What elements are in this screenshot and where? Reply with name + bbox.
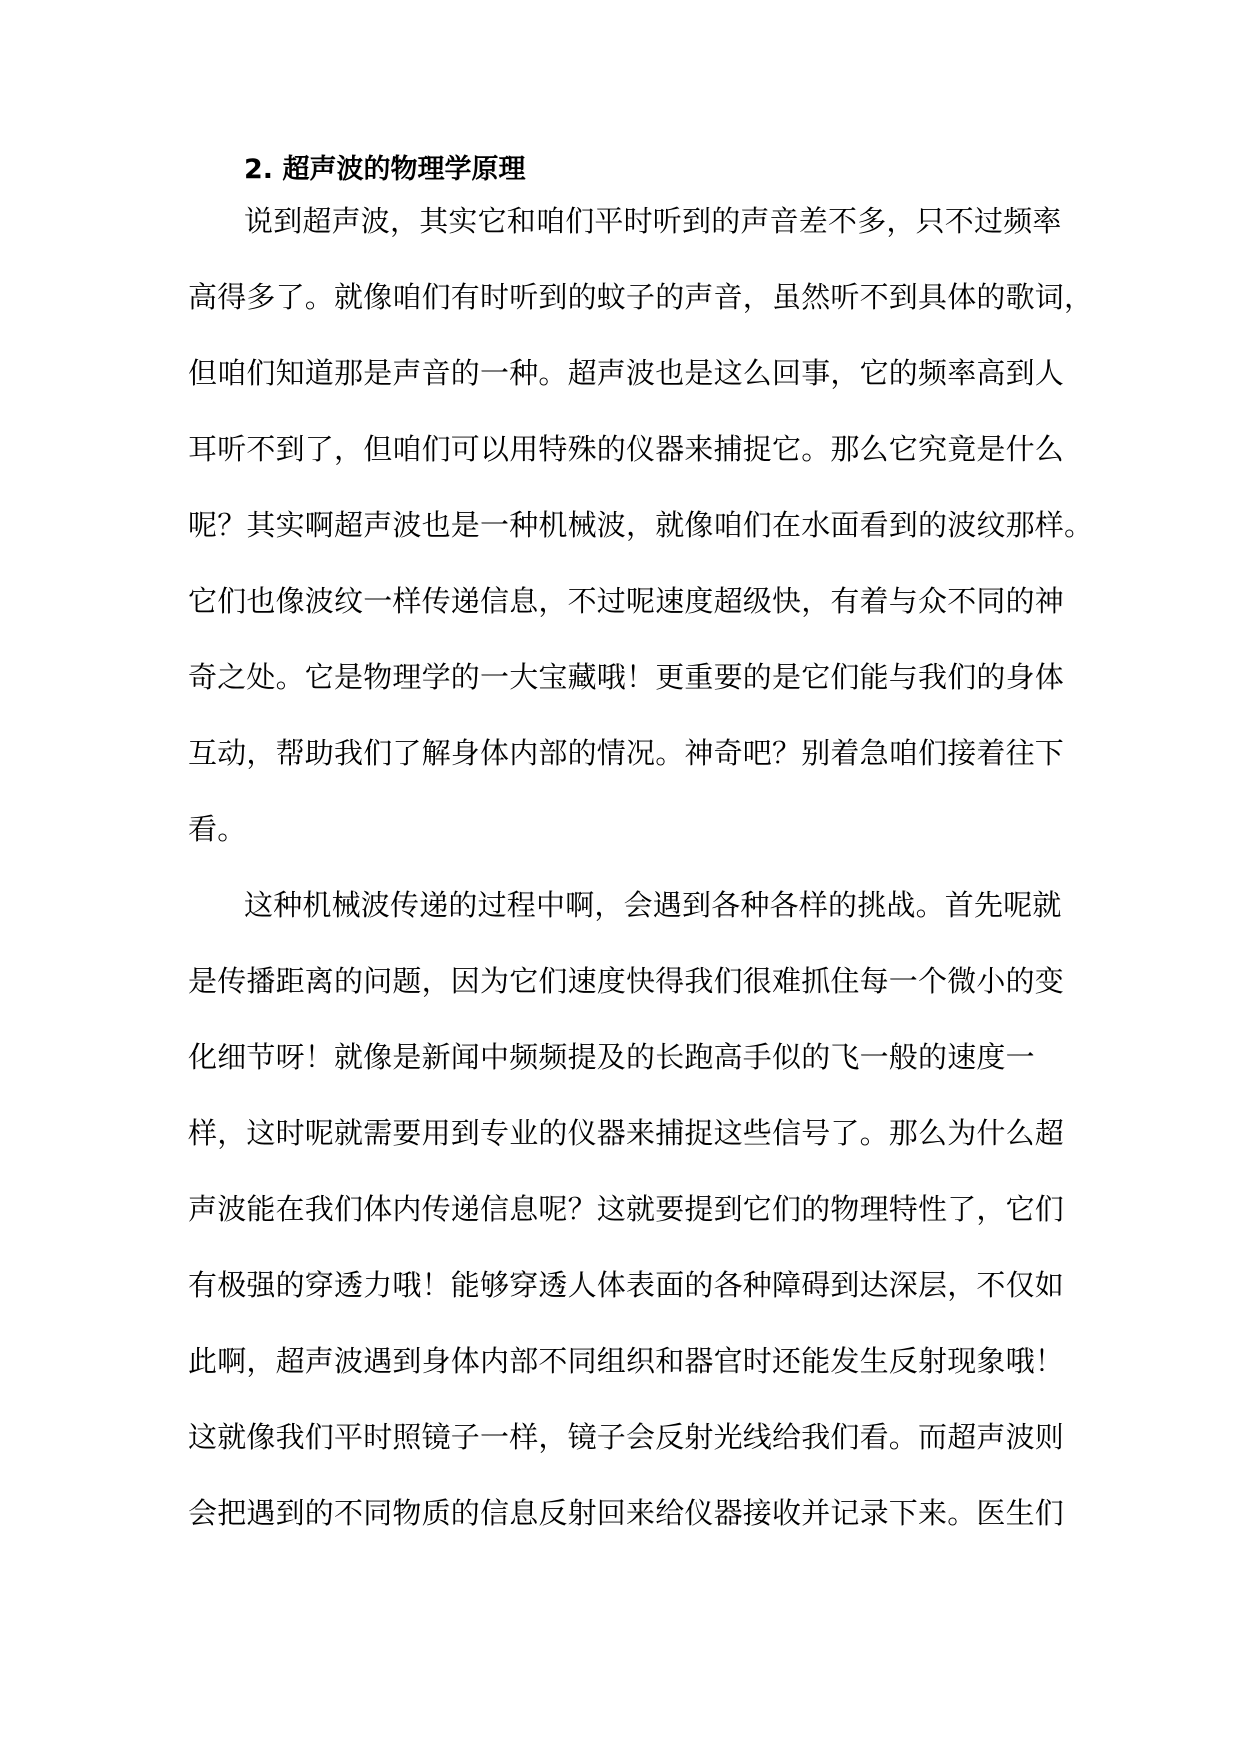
- paragraph-line: 声波能在我们体内传递信息呢？这就要提到它们的物理特性了，它们: [188, 1192, 1065, 1226]
- paragraph-line: 耳听不到了，但咱们可以用特殊的仪器来捕捉它。那么它究竟是什么: [188, 432, 1065, 466]
- paragraph-line: 它们也像波纹一样传递信息，不过呢速度超级快，有着与众不同的神: [188, 584, 1065, 618]
- section-heading: 2. 超声波的物理学原理: [244, 154, 526, 185]
- paragraph-line: 说到超声波，其实它和咱们平时听到的声音差不多，只不过频率: [244, 204, 1062, 238]
- paragraph-line: 奇之处。它是物理学的一大宝藏哦！更重要的是它们能与我们的身体: [188, 660, 1065, 694]
- paragraph-line: 化细节呀！就像是新闻中频频提及的长跑高手似的飞一般的速度一: [188, 1040, 1035, 1074]
- paragraph-line: 是传播距离的问题，因为它们速度快得我们很难抓住每一个微小的变: [188, 964, 1065, 998]
- paragraph-line: 互动，帮助我们了解身体内部的情况。神奇吧？别着急咱们接着往下: [188, 736, 1065, 770]
- paragraph-line: 有极强的穿透力哦！能够穿透人体表面的各种障碍到达深层，不仅如: [188, 1268, 1065, 1302]
- paragraph-line: 样，这时呢就需要用到专业的仪器来捕捉这些信号了。那么为什么超: [188, 1116, 1065, 1150]
- paragraph-line: 看。: [188, 812, 247, 846]
- paragraph-line: 此啊，超声波遇到身体内部不同组织和器官时还能发生反射现象哦！: [188, 1344, 1065, 1378]
- paragraph-line: 这就像我们平时照镜子一样，镜子会反射光线给我们看。而超声波则: [188, 1420, 1065, 1454]
- paragraph-line: 但咱们知道那是声音的一种。超声波也是这么回事，它的频率高到人: [188, 356, 1065, 390]
- paragraph-line: 这种机械波传递的过程中啊，会遇到各种各样的挑战。首先呢就: [244, 888, 1062, 922]
- paragraph-line: 高得多了。就像咱们有时听到的蚊子的声音，虽然听不到具体的歌词，: [188, 280, 1094, 314]
- paragraph-line: 呢？其实啊超声波也是一种机械波，就像咱们在水面看到的波纹那样。: [188, 508, 1094, 542]
- paragraph-line: 会把遇到的不同物质的信息反射回来给仪器接收并记录下来。医生们: [188, 1496, 1065, 1530]
